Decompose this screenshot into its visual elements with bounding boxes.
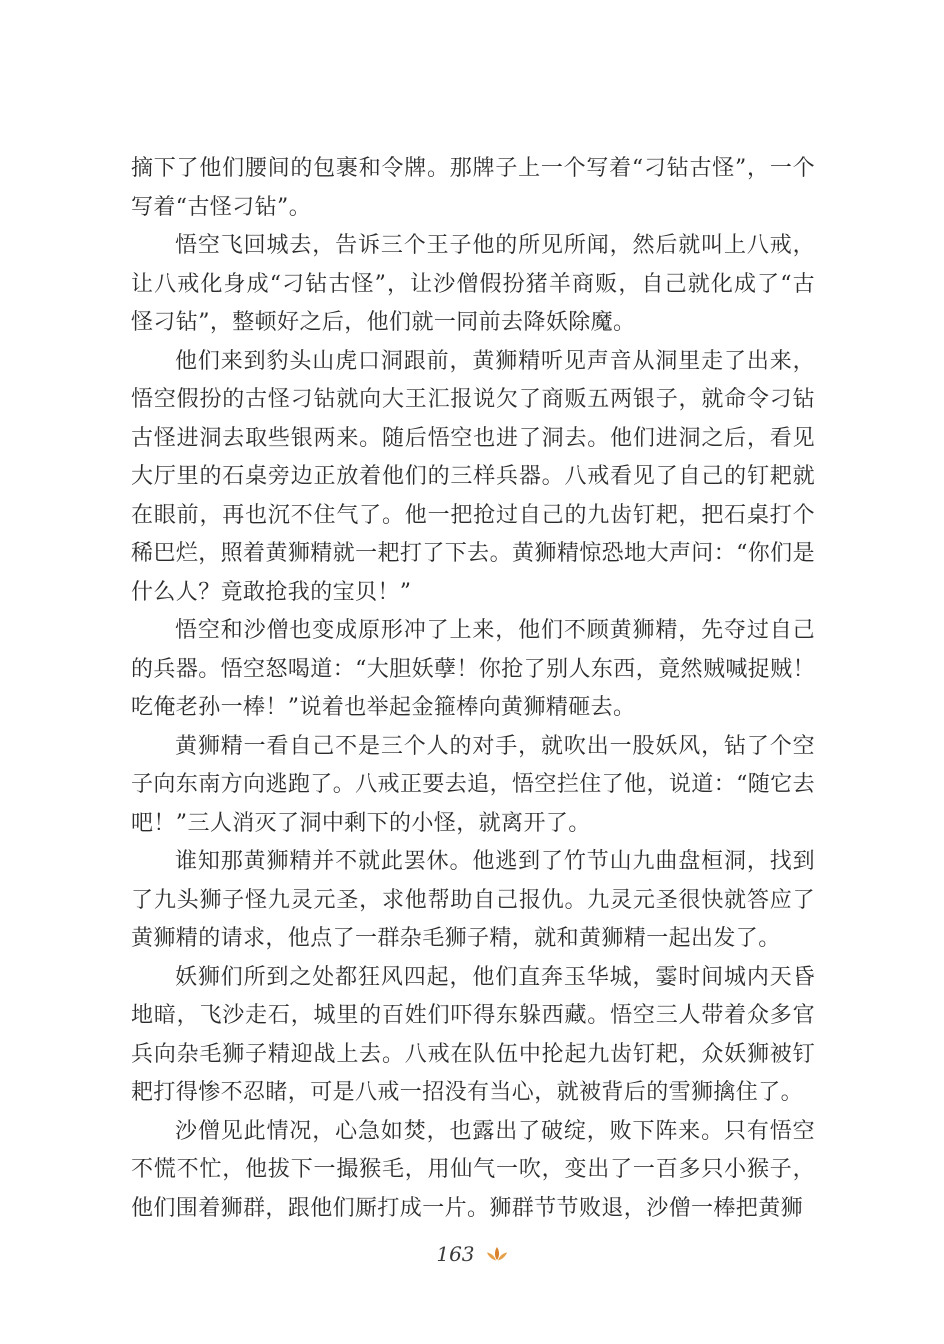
lotus-petal-right: [498, 1253, 507, 1261]
paragraph-8: 沙僧见此情况，心急如焚，也露出了破绽，败下阵来。只有悟空不慌不忙，他拔下一撮猴毛，用仙气一吹，变出了一百多只小猴子，他们围着狮群，跟他们厮打成一片。狮群节节败退，沙僧一棒把黄狮: [131, 1118, 815, 1221]
lotus-petal-center: [495, 1247, 499, 1260]
body-text: [131, 150, 815, 1228]
paragraph-4: 悟空和沙僧也变成原形冲了上来，他们不顾黄狮精，先夺过自己的兵器。悟空怒喝道：“大胆妖孽！你抢了别人东西，竟然贼喊捉贼！吃俺老孙一棒！”说着也举起金箍棒向黄狮精砸去。: [131, 618, 815, 720]
paragraph-3: 他们来到豹头山虎口洞跟前，黄狮精听见声音从洞里走了出来，悟空假扮的古怪刁钻就向大王汇报说欠了商贩五两银子，就命令刁钻古怪进洞去取些银两来。随后悟空也进了洞去。他们进洞之后，看见大厅里的石桌旁边正放着他们的三样兵器。八戒看见了自己的钉耙就在眼前，再也沉不住气了。他一把抢过自己的九齿钉耙，把石桌打个稀巴烂，照着黄狮精就一耙打了下去。黄狮精惊恐地大声问：“你们是什么人？竟敢抢我的宝贝！”: [131, 348, 815, 605]
page-footer: [0, 1242, 944, 1272]
page-number: 163: [436, 1242, 475, 1266]
paragraph-6: 谁知那黄狮精并不就此罢休。他逃到了竹节山九曲盘桓洞，找到了九头狮子怪九灵元圣，求他帮助自己报仇。九灵元圣很快就答应了黄狮精的请求，他点了一群杂毛狮子精，就和黄狮精一起出发了。: [131, 849, 815, 951]
lotus-icon: [486, 1246, 508, 1262]
lotus-petal-left: [487, 1253, 496, 1261]
paragraph-5: 黄狮精一看自己不是三个人的对手，就吹出一股妖风，钻了个空子向东南方向逃跑了。八戒正要去追，悟空拦住了他，说道：“随它去吧！”三人消灭了洞中剩下的小怪，就离开了。: [131, 733, 815, 836]
paragraph-7: 妖狮们所到之处都狂风四起，他们直奔玉华城，霎时间城内天昏地暗，飞沙走石，城里的百姓们吓得东躲西藏。悟空三人带着众多官兵向杂毛狮子精迎战上去。八戒在队伍中抡起九齿钉耙，众妖狮被钉耙打得惨不忍睹，可是八戒一招没有当心，就被背后的雪狮擒住了。: [131, 964, 815, 1105]
paragraph-2: 悟空飞回城去，告诉三个王子他的所见所闻，然后就叫上八戒，让八戒化身成“刁钻古怪”，让沙僧假扮猪羊商贩，自己就化成了“古怪刁钻”，整顿好之后，他们就一同前去降妖除魔。: [131, 233, 815, 335]
paragraph-1: 摘下了他们腰间的包裹和令牌。那牌子上一个写着“刁钻古怪”，一个写着“古怪刁钻”。: [131, 156, 815, 220]
